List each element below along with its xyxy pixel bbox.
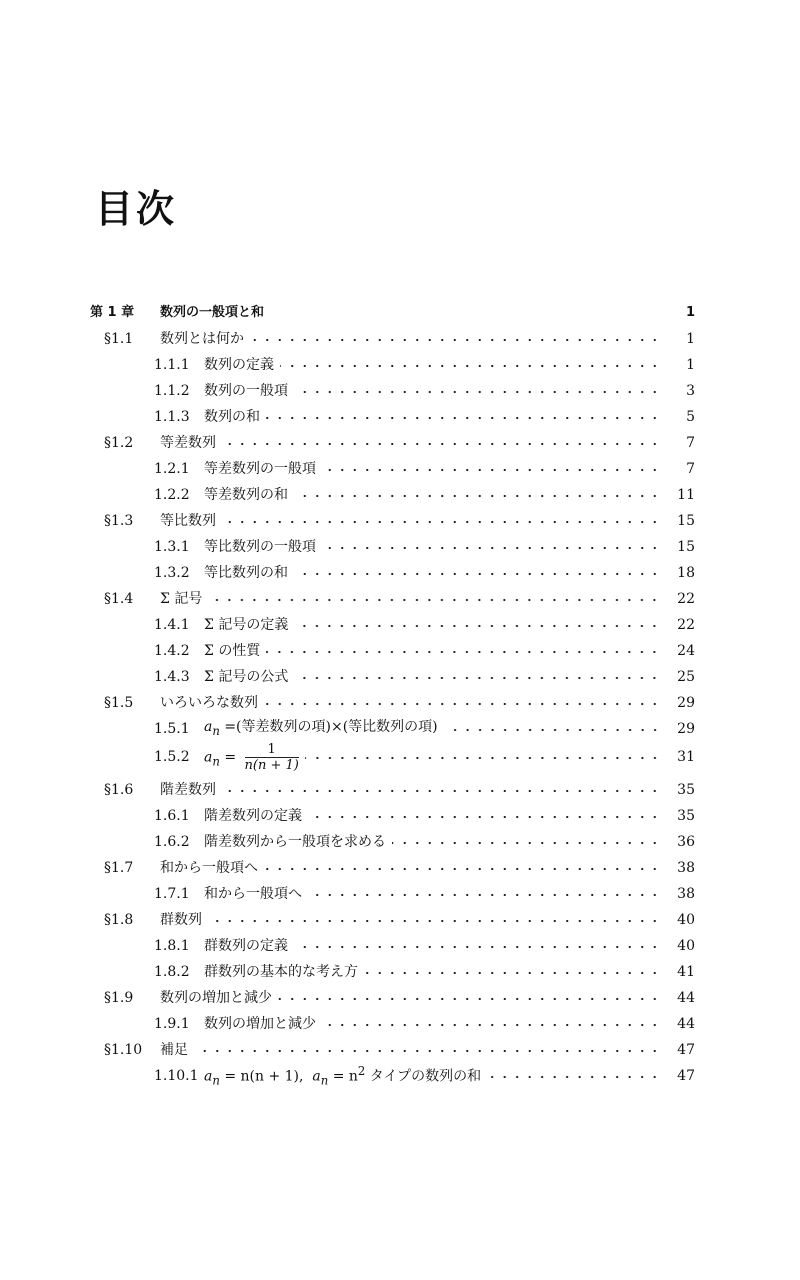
section-number: §1.7 [104,860,134,876]
toc-section-1-4[interactable] [90,586,695,612]
section-title: 補足 [160,1042,188,1058]
page-number: 38 [677,860,695,876]
leader-dots [294,385,661,397]
subsection-title: 等差数列の一般項 [204,461,316,477]
leader-dots [294,567,661,579]
page-number: 24 [677,643,695,659]
math-subscript: n [320,1073,329,1088]
page-number: 44 [677,1016,695,1032]
subsection-title [204,719,444,739]
leader-dots [208,914,661,926]
toc-subsection-1-1-3[interactable] [90,404,695,430]
section-number: §1.3 [104,513,134,529]
toc-subsection-1-4-3[interactable] [90,664,695,690]
math-subscript: n [212,1073,220,1088]
section-title: 等差数列 [160,435,216,451]
math-subscript: n [212,723,220,738]
subsection-number: 1.1.3 [154,409,190,425]
page-number: 25 [677,669,695,685]
formula-text: =(等差数列の項)×(等比数列の項) [224,719,438,736]
leader-dots [392,836,661,848]
page-number: 15 [677,513,695,529]
toc-subsection-1-3-2[interactable] [90,560,695,586]
toc-section-1-7[interactable] [90,855,695,881]
section-number: §1.10 [104,1042,143,1058]
subsection-title: 等比数列の和 [204,565,288,581]
leader-dots [294,489,661,501]
toc-subsection-1-3-1[interactable] [90,534,695,560]
page-number: 29 [677,695,695,711]
chapter-number: 第 1 章 [90,305,135,320]
subsection-number: 1.4.3 [154,669,190,685]
subsection-title: 等比数列の一般項 [204,539,316,555]
page-number: 40 [677,938,695,954]
formula-part-b: = n [332,1068,358,1085]
leader-dots [364,966,661,978]
section-title: Σ 記号 [160,591,203,607]
section-number: §1.6 [104,782,134,798]
formula-part-c: タイプの数列の和 [369,1068,482,1085]
page-number: 18 [677,565,695,581]
leader-dots [208,593,661,605]
math-var: a [204,719,213,736]
toc-section-1-9[interactable] [90,985,695,1011]
leader-dots [280,359,661,371]
subsection-number: 1.1.1 [154,357,190,373]
chapter-title: 数列の一般項と和 [160,305,265,320]
section-title: 等比数列 [160,513,216,529]
subsection-title: 数列の定義 [204,357,274,373]
leader-dots [264,862,661,874]
toc-subsection-1-10-1[interactable] [90,1063,695,1089]
leader-dots [444,723,661,735]
leader-dots [487,1070,661,1082]
section-number: §1.2 [104,435,134,451]
subsection-number: 1.2.2 [154,487,190,503]
section-title: 和から一般項へ [160,860,258,876]
toc-subsection-1-8-2[interactable] [90,959,695,985]
fraction-numerator: 1 [267,741,276,757]
leader-dots [266,645,661,657]
toc-section-1-8[interactable] [90,907,695,933]
leader-dots [308,810,661,822]
page-number: 22 [677,617,695,633]
math-var: a [312,1068,321,1085]
section-number: §1.9 [104,990,134,1006]
toc-section-1-2[interactable] [90,430,695,456]
subsection-number: 1.1.2 [154,383,190,399]
page-number: 22 [677,591,695,607]
toc-subsection-1-7-1[interactable] [90,881,695,907]
leader-dots [294,619,661,631]
toc-subsection-1-6-2[interactable] [90,829,695,855]
toc-subsection-1-1-2[interactable] [90,378,695,404]
subsection-title: Σ 記号の定義 [204,617,289,633]
subsection-number: 1.10.1 [154,1068,199,1084]
section-number: §1.4 [104,591,134,607]
subsection-title [204,742,305,773]
page-number: 1 [686,357,695,373]
subsection-number: 1.8.1 [154,938,190,954]
subsection-number: 1.6.2 [154,834,190,850]
subsection-number: 1.8.2 [154,964,190,980]
subsection-title: 群数列の定義 [204,938,288,954]
page-number: 15 [677,539,695,555]
subsection-number: 1.7.1 [154,886,190,902]
subsection-title: Σ 記号の公式 [204,669,289,685]
toc-subsection-1-2-2[interactable] [90,482,695,508]
page-number: 7 [686,461,695,477]
page-number: 41 [677,964,695,980]
section-title: 群数列 [160,912,202,928]
page-number: 35 [677,782,695,798]
section-number: §1.1 [104,331,134,347]
toc-subsection-1-8-1[interactable] [90,933,695,959]
page-number: 35 [677,808,695,824]
leader-dots [308,888,661,900]
page-number: 47 [677,1042,695,1058]
math-var: a [204,1068,213,1085]
leader-dots [194,1044,661,1056]
page-number: 40 [677,912,695,928]
subsection-title [204,1063,487,1088]
subsection-number: 1.3.1 [154,539,190,555]
leader-dots [294,940,661,952]
toc-section-1-1[interactable] [90,326,695,352]
formula-part-a: = n(n + 1), [224,1068,304,1085]
page-number: 29 [677,721,695,737]
toc-subsection-1-9-1[interactable] [90,1011,695,1037]
leader-dots [322,1018,661,1030]
subsection-number: 1.9.1 [154,1016,190,1032]
section-title: いろいろな数列 [160,695,258,711]
subsection-title: Σ の性質 [204,643,261,659]
fraction [245,742,299,773]
leader-dots [305,751,661,763]
page-title: 目次 [95,187,178,231]
subsection-number: 1.2.1 [154,461,190,477]
page-number: 5 [686,409,695,425]
fraction-denominator: n(n + 1) [244,757,299,773]
subsection-number: 1.5.2 [154,749,190,765]
subsection-number: 1.4.1 [154,617,190,633]
toc-subsection-1-6-1[interactable] [90,803,695,829]
page-number: 44 [677,990,695,1006]
toc-section-1-6[interactable] [90,777,695,803]
math-var: a [204,749,213,765]
page-number: 47 [677,1068,695,1084]
leader-dots [322,463,661,475]
toc-subsection-1-1-1[interactable] [90,352,695,378]
toc-chapter-1[interactable] [90,300,695,326]
math-superscript: 2 [357,1064,366,1079]
subsection-title: 数列の一般項 [204,383,288,399]
page-number: 31 [677,749,695,765]
leader-dots [322,541,661,553]
section-title: 階差数列 [160,782,216,798]
toc-subsection-1-2-1[interactable] [90,456,695,482]
section-number: §1.5 [104,695,134,711]
page-number: 11 [677,487,695,503]
page-number: 3 [686,383,695,399]
math-subscript: n [212,753,220,768]
toc-section-1-5[interactable] [90,690,695,716]
section-number: §1.8 [104,912,134,928]
leader-dots [266,411,661,423]
page-number: 1 [685,305,695,320]
leader-dots [250,333,661,345]
leader-dots [222,784,661,796]
leader-dots [264,697,661,709]
leader-dots [222,437,661,449]
page-number: 1 [686,331,695,347]
subsection-title: 数列の増加と減少 [204,1016,316,1032]
subsection-number: 1.6.1 [154,808,190,824]
page-number: 38 [677,886,695,902]
leader-dots [222,515,661,527]
leader-dots [278,992,661,1004]
toc-subsection-1-4-2[interactable] [90,638,695,664]
page-number: 7 [686,435,695,451]
toc-subsection-1-4-1[interactable] [90,612,695,638]
leader-dots [294,671,661,683]
subsection-number: 1.4.2 [154,643,190,659]
subsection-title: 和から一般項へ [204,886,302,902]
subsection-title: 群数列の基本的な考え方 [204,964,358,980]
subsection-title: 数列の和 [204,409,260,425]
page-number: 36 [677,834,695,850]
toc-subsection-1-5-2[interactable] [90,737,695,777]
subsection-title: 階差数列から一般項を求める [204,834,386,850]
section-title: 数列の増加と減少 [160,990,272,1006]
subsection-title: 等差数列の和 [204,487,288,503]
subsection-number: 1.5.1 [154,721,190,737]
toc-section-1-10[interactable] [90,1037,695,1063]
toc-section-1-3[interactable] [90,508,695,534]
formula-equals: = [224,749,237,765]
section-title: 数列とは何か [160,331,244,347]
subsection-number: 1.3.2 [154,565,190,581]
leader-dots [270,307,661,319]
subsection-title: 階差数列の定義 [204,808,302,824]
